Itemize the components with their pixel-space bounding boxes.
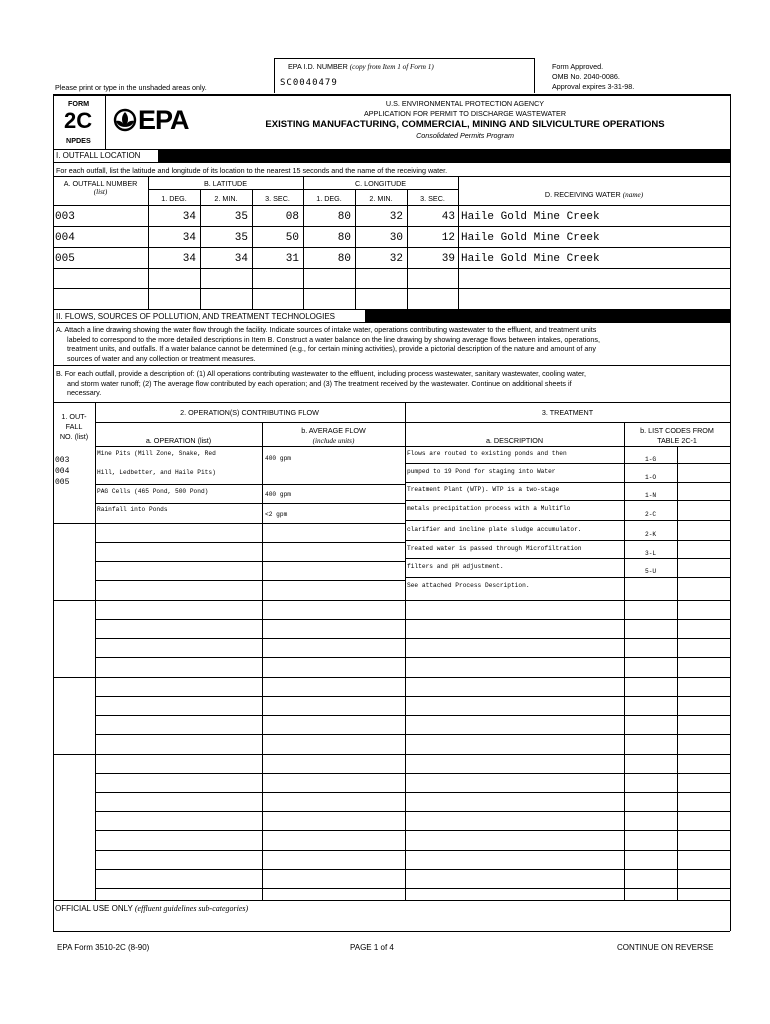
epa-logo — [113, 108, 137, 137]
operation-item[interactable]: Hill, Ledbetter, and Haile Pits) — [97, 469, 216, 476]
col-lon-min: 2. MIN. — [369, 194, 393, 203]
form-approval: Form Approved. OMB No. 2040-0086. Approval expires 3-31-98. — [552, 62, 635, 91]
col-latitude: B. LATITUDE — [204, 179, 247, 188]
col-operation: a. OPERATION (list) — [145, 436, 212, 445]
lon-deg[interactable]: 80 — [337, 232, 351, 244]
lon-deg[interactable]: 80 — [337, 253, 351, 265]
section2-title-bar — [365, 310, 730, 322]
treatment-code[interactable]: 5-U — [645, 568, 657, 575]
form-number: 2C — [64, 108, 93, 133]
col-lat-deg: 1. DEG. — [161, 194, 187, 203]
lon-deg[interactable]: 80 — [337, 211, 351, 223]
treatment-description[interactable]: filters and pH adjustment. — [407, 563, 504, 570]
col-operations-contributing: 2. OPERATION(S) CONTRIBUTING FLOW — [180, 408, 319, 417]
treatment-description[interactable]: pumped to 19 Pond for staging into Water — [407, 468, 556, 475]
treatment-description[interactable]: Flows are routed to existing ponds and then — [407, 450, 567, 457]
col-lat-min: 2. MIN. — [214, 194, 238, 203]
col-lat-sec: 3. SEC. — [265, 194, 290, 203]
lat-min[interactable]: 35 — [234, 232, 248, 244]
treatment-description[interactable]: Treatment Plant (WTP). WTP is a two-stage — [407, 486, 560, 493]
treatment-description[interactable]: See attached Process Description. — [407, 582, 530, 589]
col-description: a. DESCRIPTION — [485, 436, 544, 445]
lon-min[interactable]: 32 — [389, 253, 403, 265]
operation-item[interactable]: Mine Pits (Mill Zone, Snake, Red — [97, 450, 216, 457]
treatment-description[interactable]: metals precipitation process with a Multiflo — [407, 505, 571, 512]
treatment-code[interactable]: 3-L — [645, 550, 657, 557]
col-list-codes: b. LIST CODES FROM TABLE 2C-1 — [640, 426, 714, 445]
operation-item[interactable]: Rainfall into Ponds — [97, 506, 168, 513]
epa-flower-icon — [113, 108, 137, 132]
col-lon-sec: 3. SEC. — [420, 194, 445, 203]
outfall-list[interactable]: 003 004 005 — [55, 456, 70, 487]
lon-sec[interactable]: 43 — [441, 211, 455, 223]
outfall-number[interactable]: 004 — [55, 232, 75, 244]
outfall-number[interactable]: 005 — [55, 253, 75, 265]
treatment-description[interactable]: clarifier and incline plate sludge accumulator. — [407, 526, 582, 533]
treatment-code[interactable]: 1-G — [645, 456, 657, 463]
receiving-water[interactable]: Haile Gold Mine Creek — [461, 211, 600, 223]
treatment-description[interactable]: Treated water is passed through Microfiltration — [407, 545, 582, 552]
continue-on-reverse: CONTINUE ON REVERSE — [617, 943, 714, 952]
col-outfall-no: 1. OUT- FALL NO. (list) — [59, 412, 89, 441]
col-treatment: 3. TREATMENT — [541, 408, 594, 417]
lat-sec[interactable]: 08 — [285, 211, 299, 223]
epa-id-value: SC0040479 — [280, 78, 338, 88]
lat-deg[interactable]: 34 — [182, 253, 196, 265]
col-receiving-water: D. RECEIVING WATER (name) — [544, 190, 644, 199]
section2-title: II. FLOWS, SOURCES OF POLLUTION, AND TREATMENT TECHNOLOGIES — [56, 312, 336, 321]
official-use-label: OFFICIAL USE ONLY (effluent guidelines sub-categories) — [55, 904, 249, 913]
treatment-code[interactable]: 1-O — [645, 474, 657, 481]
npdes-label: NPDES — [66, 136, 91, 145]
form-label: FORM — [68, 99, 90, 108]
treatment-code[interactable]: 1-N — [645, 492, 657, 499]
lat-min[interactable]: 35 — [234, 211, 248, 223]
col-outfall-number: A. OUTFALL NUMBER (list) — [63, 179, 138, 196]
lat-min[interactable]: 34 — [234, 253, 248, 265]
outfall-number[interactable]: 003 — [55, 211, 75, 223]
treatment-code[interactable]: 2-C — [645, 511, 657, 518]
receiving-water[interactable]: Haile Gold Mine Creek — [461, 232, 600, 244]
form-id: EPA Form 3510-2C (8-90) — [57, 943, 150, 952]
section1-instruction: For each outfall, list the latitude and longitude of its location to the nearest 15 seconds and the name of the receiving water. — [56, 166, 448, 175]
section2-item-a: A. Attach a line drawing showing the water flow through the facility. Indicate sources of intake water, operations contributing wastewater to the effluent, and treatment units labeled to correspond to the more detailed descriptions in Item B. Construct a water balance on the line drawing by showing average flows between intakes, operations, treatment units, and outfalls. If a water balance cannot be determined (e.g., for certain mining activities), provide a pictorial description of the nature and amount of any sources of water and any collection or treatment measures. — [56, 325, 600, 363]
lat-sec[interactable]: 50 — [285, 232, 299, 244]
average-flow[interactable]: 400 gpm — [265, 491, 291, 498]
epa-id-label: EPA I.D. NUMBER (copy from Item 1 of Form 1) — [288, 62, 434, 71]
receiving-water[interactable]: Haile Gold Mine Creek — [461, 253, 600, 265]
lat-deg[interactable]: 34 — [182, 211, 196, 223]
average-flow[interactable]: 400 gpm — [265, 455, 291, 462]
treatment-code[interactable]: 2-K — [645, 531, 657, 538]
lat-sec[interactable]: 31 — [285, 253, 299, 265]
lat-deg[interactable]: 34 — [182, 232, 196, 244]
page-number: PAGE 1 of 4 — [350, 943, 394, 952]
form-title-block: U.S. ENVIRONMENTAL PROTECTION AGENCY APPLICATION FOR PERMIT TO DISCHARGE WASTEWATER EXISTING MANUFACTURING, COMMERCIAL, MINING AND SILVICULTURE OPERATIONS Consolidated Permits Program — [265, 99, 665, 140]
lon-min[interactable]: 30 — [389, 232, 403, 244]
col-longitude: C. LONGITUDE — [354, 179, 407, 188]
col-lon-deg: 1. DEG. — [316, 194, 342, 203]
lon-sec[interactable]: 39 — [441, 253, 455, 265]
print-note: Please print or type in the unshaded areas only. — [55, 83, 207, 92]
col-average-flow: b. AVERAGE FLOW (include units) — [301, 426, 366, 445]
section1-title-bar — [158, 149, 730, 162]
section2-item-b: B. For each outfall, provide a description of: (1) All operations contributing wastewater to the effluent, including process wastewater, sanitary wastewater, cooling water, and storm water runoff; (2) The average flow contributed by each operation; and (3) The treatment received by the wastewater. Continue on additional sheets if necessary. — [56, 369, 587, 397]
epa-logo-text: EPA — [138, 105, 189, 135]
operation-item[interactable]: PAG Cells (465 Pond, 500 Pond) — [97, 488, 209, 495]
lon-sec[interactable]: 12 — [441, 232, 455, 244]
average-flow[interactable]: <2 gpm — [265, 511, 288, 518]
lon-min[interactable]: 32 — [389, 211, 403, 223]
section1-title: I. OUTFALL LOCATION — [56, 151, 141, 160]
